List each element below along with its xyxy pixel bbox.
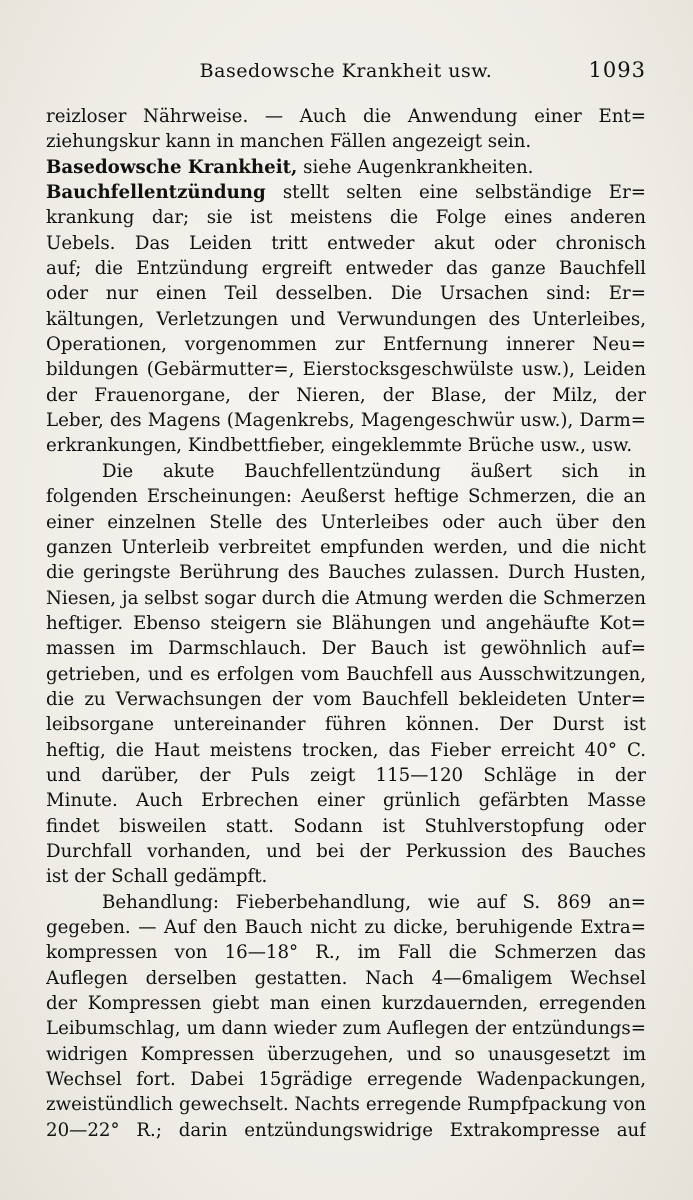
running-title: Basedowsche Krankheit usw. — [199, 60, 493, 82]
text-line — [46, 1042, 646, 1067]
text-line — [46, 104, 646, 129]
text-line — [46, 788, 646, 813]
line-text: widrigen Kompressen überzugehen, und so unausgesetzt im — [46, 1043, 646, 1065]
line-text: reizloser Nährweise. — Auch die Anwendung einer Ent= — [46, 106, 646, 127]
text-line — [46, 1016, 646, 1041]
line-text: 20—22° R.; darin entzündungswidrige Extrakompresse auf — [46, 1119, 646, 1141]
line-text: leibsorgane untereinander führen können. Der Durst ist — [46, 714, 646, 736]
line-text: kältungen, Verletzungen und Verwundungen des Unterleibes, — [46, 308, 646, 330]
text-line — [46, 433, 646, 458]
line-text: heftig, die Haut meistens trocken, das Fieber erreicht 40° C. — [46, 739, 646, 761]
line-text: Behandlung: Fieberbehandlung, wie auf S. 869 an= — [102, 891, 646, 913]
page-number: 1093 — [588, 58, 646, 82]
line-text: Operationen, vorgenommen zur Entfernung innerer Neu= — [46, 334, 646, 356]
text-line — [46, 636, 646, 661]
text-line — [46, 1067, 646, 1092]
line-text: massen im Darmschlauch. Der Bauch ist gewöhnlich auf= — [46, 638, 646, 660]
text-line — [46, 256, 646, 281]
text-line — [46, 738, 646, 763]
text-line — [46, 307, 646, 332]
line-text: die geringste Berührung des Bauches zulassen. Durch Husten, — [46, 562, 646, 584]
text-line — [46, 205, 646, 230]
line-text: ziehungskur kann in manchen Fällen angezeigt sein. — [46, 131, 532, 153]
text-line — [46, 991, 646, 1016]
text-line — [46, 281, 646, 306]
text-line — [46, 814, 646, 839]
text-line — [46, 586, 646, 611]
text-line — [46, 357, 646, 382]
line-text: der Frauenorgane, der Nieren, der Blase, der Milz, der — [46, 384, 646, 406]
line-text: die zu Verwachsungen der vom Bauchfell bekleideten Unter= — [46, 688, 646, 710]
line-text: gegeben. — Auf den Bauch nicht zu dicke, beruhigende Extra= — [46, 917, 646, 938]
text-line — [46, 155, 646, 180]
line-text: Auflegen derselben gestatten. Nach 4—6maligem Wechsel — [46, 967, 646, 989]
text-line — [46, 687, 646, 712]
text-line — [46, 484, 646, 509]
line-text: Durchfall vorhanden, und bei der Perkussion des Bauches — [46, 840, 646, 862]
text-line — [46, 383, 646, 408]
running-head — [46, 56, 646, 90]
text-line — [46, 763, 646, 788]
text-line — [46, 611, 646, 636]
text-line — [46, 839, 646, 864]
line-text: findet bisweilen statt. Sodann ist Stuhlverstopfung oder — [46, 815, 646, 837]
line-text: stellt selten eine selbständige Er= — [265, 182, 646, 204]
text-line — [46, 560, 646, 585]
line-text: Leber, des Magens (Magenkrebs, Magengeschwür usw.), Darm= — [46, 410, 646, 432]
text-line — [46, 712, 646, 737]
text-line — [46, 890, 646, 915]
text-line — [46, 332, 646, 357]
text-line — [46, 459, 646, 484]
line-text: Minute. Auch Erbrechen einer grünlich gefärbten Masse — [46, 790, 646, 812]
line-text: ganzen Unterleib verbreitet empfunden werden, und die nicht — [46, 536, 646, 558]
text-line — [46, 864, 646, 889]
line-text: und darüber, der Puls zeigt 115—120 Schläge in der — [46, 764, 646, 786]
body-text — [46, 104, 646, 1143]
line-text: oder nur einen Teil desselben. Die Ursachen sind: Er= — [46, 283, 646, 305]
line-text: krankung dar; sie ist meistens die Folge eines anderen — [46, 207, 646, 229]
entry-headword: Basedowsche Krankheit, — [46, 156, 298, 178]
line-text: bildungen (Gebärmutter=, Eierstocksgeschwülste usw.), Leiden — [46, 359, 646, 381]
entry-headword: Bauchfellentzündung — [46, 182, 266, 204]
line-text: Die akute Bauchfellentzündung äußert sich in — [102, 460, 646, 482]
text-line — [46, 510, 646, 535]
text-line — [46, 180, 646, 205]
line-text: Wechsel fort. Dabei 15grädige erregende Wadenpackungen, — [46, 1069, 646, 1091]
line-text: zweistündlich gewechselt. Nachts erregende Rumpfpackung von — [46, 1094, 646, 1116]
line-text: auf; die Entzündung ergreift entweder das ganze Bauchfell — [46, 258, 646, 280]
line-text: erkrankungen, Kindbettfieber, eingeklemmte Brüche usw., usw. — [46, 435, 633, 457]
text-line — [46, 966, 646, 991]
line-text: getrieben, und es erfolgen vom Bauchfell aus Ausschwitzungen, — [46, 663, 646, 685]
text-line — [46, 408, 646, 433]
line-text: heftiger. Ebenso steigern sie Blähungen und angehäufte Kot= — [46, 612, 646, 634]
text-line — [46, 231, 646, 256]
text-line — [46, 129, 646, 154]
line-text: Niesen, ja selbst sogar durch die Atmung werden die Schmerzen — [46, 587, 646, 609]
line-text: kompressen von 16—18° R., im Fall die Schmerzen das — [46, 942, 646, 964]
line-text: folgenden Erscheinungen: Aeußerst heftige Schmerzen, die an — [46, 486, 646, 508]
text-line — [46, 915, 646, 940]
text-line — [46, 940, 646, 965]
line-text: der Kompressen giebt man einen kurzdauernden, erregenden — [46, 993, 646, 1015]
line-text: Leibumschlag, um dann wieder zum Auflegen der entzündungs= — [46, 1018, 646, 1040]
line-text: ist der Schall gedämpft. — [46, 866, 268, 888]
text-line — [46, 1092, 646, 1117]
text-line — [46, 1118, 646, 1143]
text-line — [46, 662, 646, 687]
line-text: einer einzelnen Stelle des Unterleibes oder auch über den — [46, 511, 646, 533]
text-line — [46, 535, 646, 560]
line-text: Uebels. Das Leiden tritt entweder akut oder chronisch — [46, 232, 646, 254]
line-text: siehe Augenkrankheiten. — [297, 156, 534, 178]
